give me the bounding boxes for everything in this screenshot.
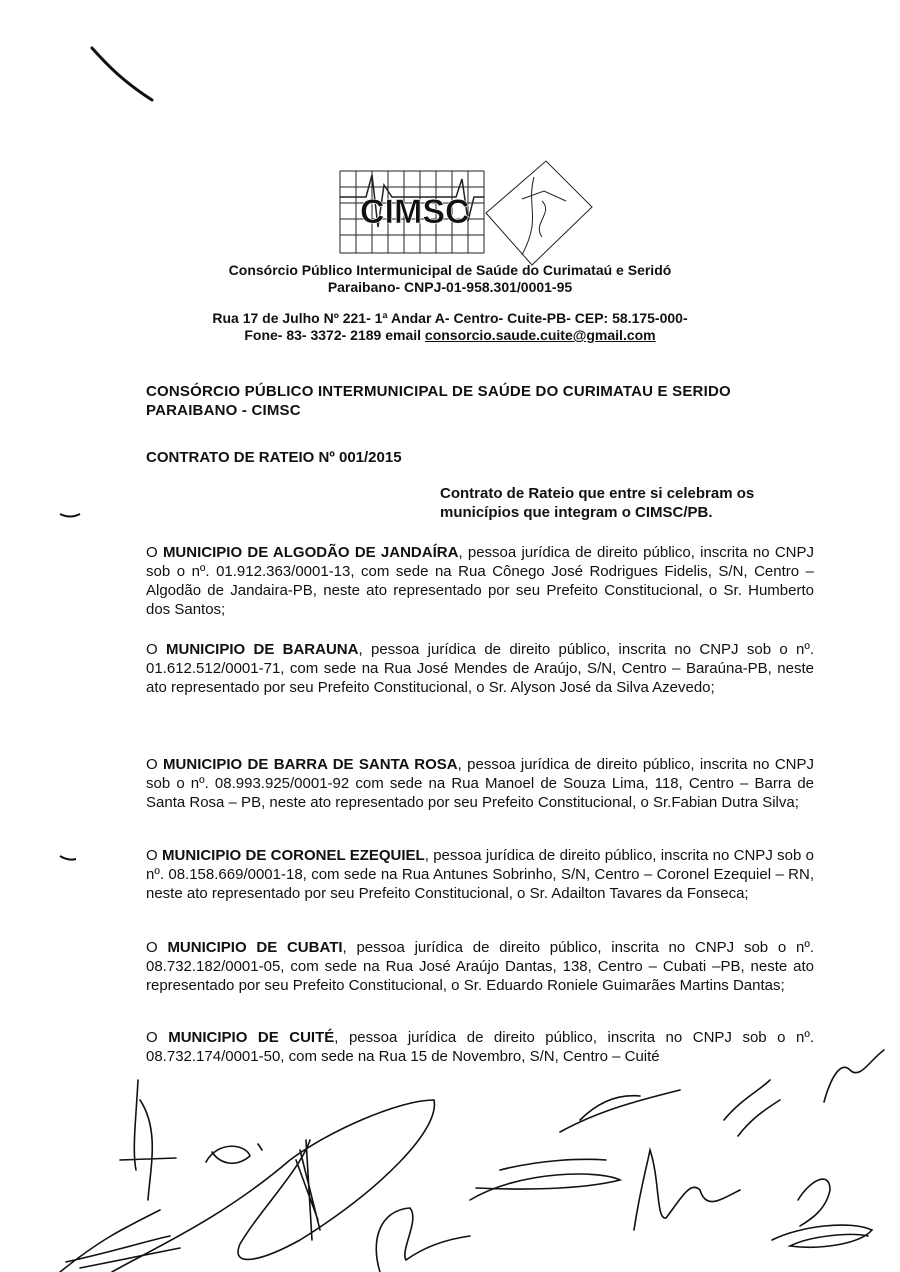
party-prefix: O	[146, 939, 168, 956]
letterhead-phone-line	[0, 327, 900, 344]
cimsc-logo	[336, 157, 596, 269]
document-title: CONSÓRCIO PÚBLICO INTERMUNICIPAL DE SAÚDE DO CURIMATAU E SERIDO PARAIBANO - CIMSC	[146, 383, 731, 419]
letterhead-line2: Paraibano- CNPJ-01-958.301/0001-95	[327, 279, 573, 295]
party-paragraph	[146, 640, 814, 697]
party-details: , pessoa jurídica de direito público, inscrita no CNPJ sob o nº. 01.612.512/0001-71, com sede na Rua José Mendes de Araújo, S/N, Centro – Baraúna-PB, neste ato representado por seu Prefeito Constitucional, o Sr. Alyson José da Silva Azevedo;	[146, 641, 815, 696]
party-name: MUNICIPIO DE ALGODÃO DE JANDAÍRA	[162, 544, 459, 561]
party-prefix: O	[146, 544, 163, 561]
signature	[470, 1159, 620, 1200]
party-paragraph	[146, 755, 814, 812]
logo-text: CIMSC	[360, 193, 470, 231]
signature	[120, 1080, 176, 1200]
signature	[772, 1225, 872, 1247]
party-details: , pessoa jurídica de direito público, inscrita no CNPJ sob o nº. 08.993.925/0001-92 com sede na Rua Manoel de Souza Lima, 118, Centro – Barra de Santa Rosa – PB, neste ato representado por seu Prefeito Constitucional, o Sr.Fabian Dutra Silva;	[146, 756, 814, 811]
letterhead-email-link[interactable]: consorcio.saude.cuite@gmail.com	[424, 327, 656, 343]
letterhead-address: Rua 17 de Julho Nº 221- 1ª Andar A- Centro- Cuite-PB- CEP: 58.175-000-	[212, 310, 688, 326]
party-name: MUNICIPIO DE CUBATI	[167, 939, 343, 956]
party-prefix: O	[146, 1029, 169, 1046]
party-name: MUNICIPIO DE BARAUNA	[166, 641, 359, 658]
party-name: MUNICIPIO DE BARRA DE SANTA ROSA	[163, 756, 458, 773]
pen-stroke-mark	[88, 44, 158, 104]
signature	[634, 1150, 740, 1230]
signature	[724, 1080, 780, 1136]
party-paragraph	[146, 846, 814, 903]
signature	[560, 1090, 680, 1132]
signature	[376, 1208, 470, 1272]
margin-tick-mark	[58, 511, 84, 521]
contract-summary: Contrato de Rateio que entre si celebram os municípios que integram o CIMSC/PB.	[440, 485, 755, 521]
party-details: , pessoa jurídica de direito público, inscrita no CNPJ sob o nº. 08.158.669/0001-18, com sede na Rua Antunes Sobrinho, S/N, Centro – Coronel Ezequiel – RN, neste ato representado por seu Prefeito Constitucional, o Sr. Adailton Tavares da Fonseca;	[146, 847, 814, 902]
signature	[60, 1210, 180, 1272]
letterhead-contact	[0, 310, 900, 344]
letterhead-phone: Fone- 83- 3372- 2189 email	[244, 327, 425, 343]
party-prefix: O	[146, 756, 164, 773]
signature	[206, 1144, 262, 1163]
party-name: MUNICIPIO DE CORONEL EZEQUIEL	[162, 847, 425, 864]
contract-number: CONTRATO DE RATEIO Nº 001/2015	[146, 449, 402, 466]
party-paragraph	[146, 938, 814, 995]
letterhead-line1: Consórcio Público Intermunicipal de Saúde do Curimataú e Seridó	[228, 262, 672, 278]
party-name: MUNICIPIO DE CUITÉ	[168, 1029, 335, 1046]
party-paragraph	[146, 543, 814, 619]
party-details: , pessoa jurídica de direito público, inscrita no CNPJ sob o nº. 08.732.182/0001-05, com sede na Rua José Araújo Dantas, 138, Centro – Cubati –PB, neste ato representado por seu Prefeito Constitucional, o Sr. Eduardo Roniele Guimarães Martins Dantas;	[146, 939, 814, 994]
letterhead-org	[0, 262, 900, 296]
party-details: , pessoa jurídica de direito público, inscrita no CNPJ sob o nº. 08.732.174/0001-50, com sede na Rua 15 de Novembro, S/N, Centro – Cuité	[146, 1029, 815, 1065]
party-details: , pessoa jurídica de direito público, inscrita no CNPJ sob o nº. 01.912.363/0001-13, com sede na Rua Cônego José Rodrigues Fidelis, S/N, Centro – Algodão de Jandaira-PB, neste ato representado por seu Prefeito Constitucional, o Sr. Humberto dos Santos;	[146, 544, 815, 618]
margin-tick-mark	[58, 853, 84, 863]
signature	[824, 1050, 884, 1102]
party-prefix: O	[146, 847, 162, 864]
party-prefix: O	[146, 641, 166, 658]
signatures-area	[0, 1040, 900, 1272]
signature	[798, 1179, 830, 1226]
signature	[112, 1100, 434, 1272]
